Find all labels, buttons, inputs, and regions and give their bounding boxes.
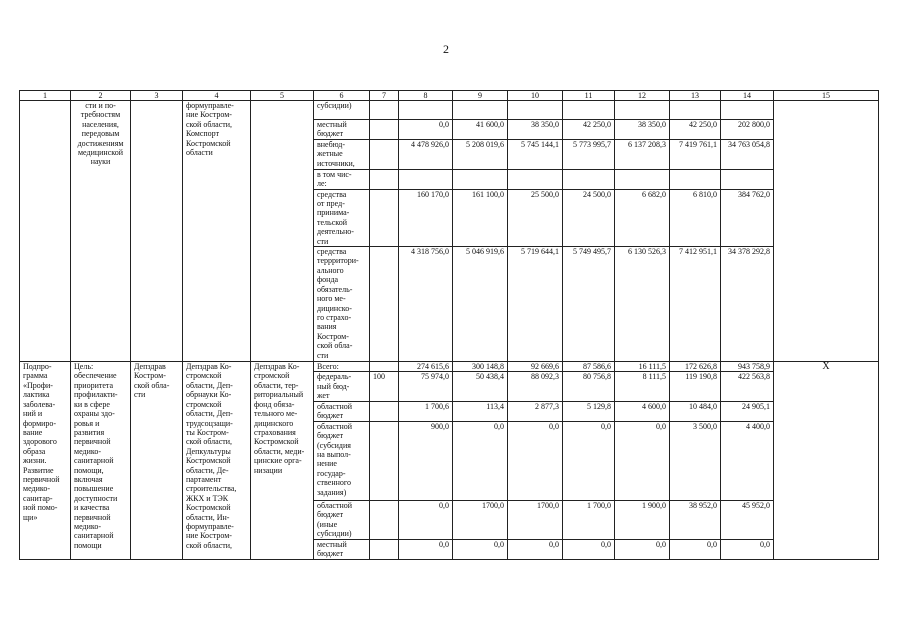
block1-goal: сти и по- требностям населения, передовым достижениям медицинской науки <box>71 101 131 362</box>
value-cell <box>453 101 508 120</box>
code-cell <box>370 421 399 500</box>
value-cell: 0,0 <box>399 500 453 539</box>
value-cell: 160 170,0 <box>399 189 453 246</box>
funding-source: внебюд- жетные источники, <box>314 139 370 169</box>
value-cell: 6 137 208,3 <box>615 139 670 169</box>
value-cell: 24 500,0 <box>563 189 615 246</box>
value-cell: 1700,0 <box>508 500 563 539</box>
block1-executors: формуправле- ние Костром- ской области, Комспорт Костромской области <box>183 101 251 362</box>
block1-col5 <box>251 101 314 362</box>
responsible-executor: Депздрав Костром- ской обла- сти <box>131 362 183 560</box>
value-cell <box>453 169 508 189</box>
program-table <box>19 90 879 560</box>
value-cell: 384 762,0 <box>721 189 774 246</box>
value-cell: 4 478 926,0 <box>399 139 453 169</box>
funding-source: субсидии) <box>314 101 370 120</box>
header-cell: 13 <box>670 91 721 101</box>
code-cell <box>370 401 399 421</box>
value-cell: 0,0 <box>615 539 670 559</box>
value-cell <box>508 101 563 120</box>
header-cell: 5 <box>251 91 314 101</box>
value-cell: 0,0 <box>563 539 615 559</box>
value-cell: 5 745 144,1 <box>508 139 563 169</box>
block1-col3 <box>131 101 183 362</box>
header-cell: 9 <box>453 91 508 101</box>
value-cell <box>721 169 774 189</box>
value-cell: 42 250,0 <box>563 120 615 140</box>
header-cell: 4 <box>183 91 251 101</box>
value-cell: 5 046 919,6 <box>453 247 508 362</box>
value-cell: 16 111,5 <box>615 362 670 372</box>
table-row <box>20 362 879 372</box>
value-cell: 38 350,0 <box>615 120 670 140</box>
value-cell: 3 500,0 <box>670 421 721 500</box>
co-executors: Депздрав Ко- стромской области, Деп- обрнауки Ко- стромской области, Деп- трудсоцзащи- ты Костром- ской области, Депкультуры Костромской области, Де- партамент строительства, ЖКХ и ТЭК Костромской области, Ин- формуправле- ние Костром- ской области, <box>183 362 251 560</box>
code-cell <box>370 189 399 246</box>
value-cell: 5 773 995,7 <box>563 139 615 169</box>
header-cell: 10 <box>508 91 563 101</box>
value-cell: 42 250,0 <box>670 120 721 140</box>
value-cell: 5 719 644,1 <box>508 247 563 362</box>
value-cell: 5 129,8 <box>563 401 615 421</box>
value-cell: 2 877,3 <box>508 401 563 421</box>
value-cell: 0,0 <box>508 539 563 559</box>
subprogram-name: Подпро- грамма «Профи- лактика заболева- ний и формиро- вание здорового образа жизни. Развитие первичной медико- санитар- ной помо- щи» <box>20 362 71 560</box>
value-cell: 38 350,0 <box>508 120 563 140</box>
value-cell: 5 749 495,7 <box>563 247 615 362</box>
value-cell: 34 763 054,8 <box>721 139 774 169</box>
value-cell: 0,0 <box>721 539 774 559</box>
funding-source: местный бюджет <box>314 539 370 559</box>
funding-source: Всего: <box>314 362 370 372</box>
value-cell <box>670 169 721 189</box>
value-cell: 4 400,0 <box>721 421 774 500</box>
page-number: 2 <box>443 42 449 56</box>
header-cell: 3 <box>131 91 183 101</box>
value-cell: 50 438,4 <box>453 372 508 401</box>
value-cell: 10 484,0 <box>670 401 721 421</box>
value-cell: 87 586,6 <box>563 362 615 372</box>
value-cell: 0,0 <box>508 421 563 500</box>
value-cell: 0,0 <box>563 421 615 500</box>
code-cell <box>370 362 399 372</box>
value-cell: 75 974,0 <box>399 372 453 401</box>
value-cell: 161 100,0 <box>453 189 508 246</box>
value-cell: 0,0 <box>399 539 453 559</box>
funding-source: федераль- ный бюд- жет <box>314 372 370 401</box>
value-cell: 4 600,0 <box>615 401 670 421</box>
value-cell: 4 318 756,0 <box>399 247 453 362</box>
value-cell <box>670 101 721 120</box>
value-cell: 202 800,0 <box>721 120 774 140</box>
code-cell <box>370 539 399 559</box>
funding-source: средства от пред- принима- тельской деятельно- сти <box>314 189 370 246</box>
value-cell <box>508 169 563 189</box>
value-cell <box>563 169 615 189</box>
value-cell: 1 700,6 <box>399 401 453 421</box>
header-cell: 12 <box>615 91 670 101</box>
value-cell: 1700,0 <box>453 500 508 539</box>
value-cell: 24 905,1 <box>721 401 774 421</box>
col15-marker: Х <box>774 362 879 560</box>
header-cell: 11 <box>563 91 615 101</box>
value-cell <box>721 101 774 120</box>
value-cell <box>399 169 453 189</box>
funding-source: областной бюджет (иные субсидии) <box>314 500 370 539</box>
header-cell: 1 <box>20 91 71 101</box>
value-cell <box>615 169 670 189</box>
value-cell: 92 669,6 <box>508 362 563 372</box>
value-cell: 119 190,8 <box>670 372 721 401</box>
value-cell: 38 952,0 <box>670 500 721 539</box>
value-cell <box>399 101 453 120</box>
header-cell: 7 <box>370 91 399 101</box>
funding-source: областной бюджет (субсидия на выпол- нение государ- ственного задания) <box>314 421 370 500</box>
value-cell <box>615 101 670 120</box>
table-row <box>20 101 879 120</box>
header-cell: 14 <box>721 91 774 101</box>
block1-col15 <box>774 101 879 362</box>
value-cell: 80 756,8 <box>563 372 615 401</box>
block1-col1 <box>20 101 71 362</box>
code-cell <box>370 169 399 189</box>
header-cell: 15 <box>774 91 879 101</box>
value-cell: 6 810,0 <box>670 189 721 246</box>
value-cell: 5 208 019,6 <box>453 139 508 169</box>
code-cell <box>370 139 399 169</box>
code-cell <box>370 120 399 140</box>
code-cell <box>370 247 399 362</box>
value-cell: 172 626,8 <box>670 362 721 372</box>
value-cell: 1 700,0 <box>563 500 615 539</box>
funding-source: в том чис- ле: <box>314 169 370 189</box>
value-cell <box>563 101 615 120</box>
value-cell: 0,0 <box>399 120 453 140</box>
value-cell: 943 758,9 <box>721 362 774 372</box>
value-cell: 0,0 <box>670 539 721 559</box>
header-cell: 8 <box>399 91 453 101</box>
value-cell: 8 111,5 <box>615 372 670 401</box>
code-cell <box>370 500 399 539</box>
value-cell: 6 682,0 <box>615 189 670 246</box>
value-cell: 7 419 761,1 <box>670 139 721 169</box>
header-cell: 6 <box>314 91 370 101</box>
funding-source: средства террритори- ального фонда обязатель- ного ме- дицинско- го страхо- вания Костром- ской обла- сти <box>314 247 370 362</box>
value-cell: 1 900,0 <box>615 500 670 539</box>
value-cell: 113,4 <box>453 401 508 421</box>
value-cell: 900,0 <box>399 421 453 500</box>
value-cell: 274 615,6 <box>399 362 453 372</box>
value-cell: 0,0 <box>453 539 508 559</box>
value-cell: 88 092,3 <box>508 372 563 401</box>
value-cell: 0,0 <box>453 421 508 500</box>
header-cell: 2 <box>71 91 131 101</box>
value-cell: 422 563,8 <box>721 372 774 401</box>
value-cell: 7 412 951,1 <box>670 247 721 362</box>
value-cell: 0,0 <box>615 421 670 500</box>
funding-source: областной бюджет <box>314 401 370 421</box>
value-cell: 45 952,0 <box>721 500 774 539</box>
code-cell <box>370 101 399 120</box>
code-cell: 100 <box>370 372 399 401</box>
value-cell: 41 600,0 <box>453 120 508 140</box>
value-cell: 34 378 292,8 <box>721 247 774 362</box>
value-cell: 6 130 526,3 <box>615 247 670 362</box>
funding-source: местный бюджет <box>314 120 370 140</box>
value-cell: 300 148,8 <box>453 362 508 372</box>
header-row <box>20 91 879 101</box>
participants: Депздрав Ко- стромской области, тер- риториальный фонд обяза- тельного ме- дицинского страхования Костромской области, меди- цинские орга- низации <box>251 362 314 560</box>
value-cell: 25 500,0 <box>508 189 563 246</box>
subprogram-goal: Цель: обеспечение приоритета профилакти- ки в сфере охраны здо- ровья и развития первичной медико- санитарной помощи, включая повышение доступности и качества первичной медико- санитарной помощи <box>71 362 131 560</box>
